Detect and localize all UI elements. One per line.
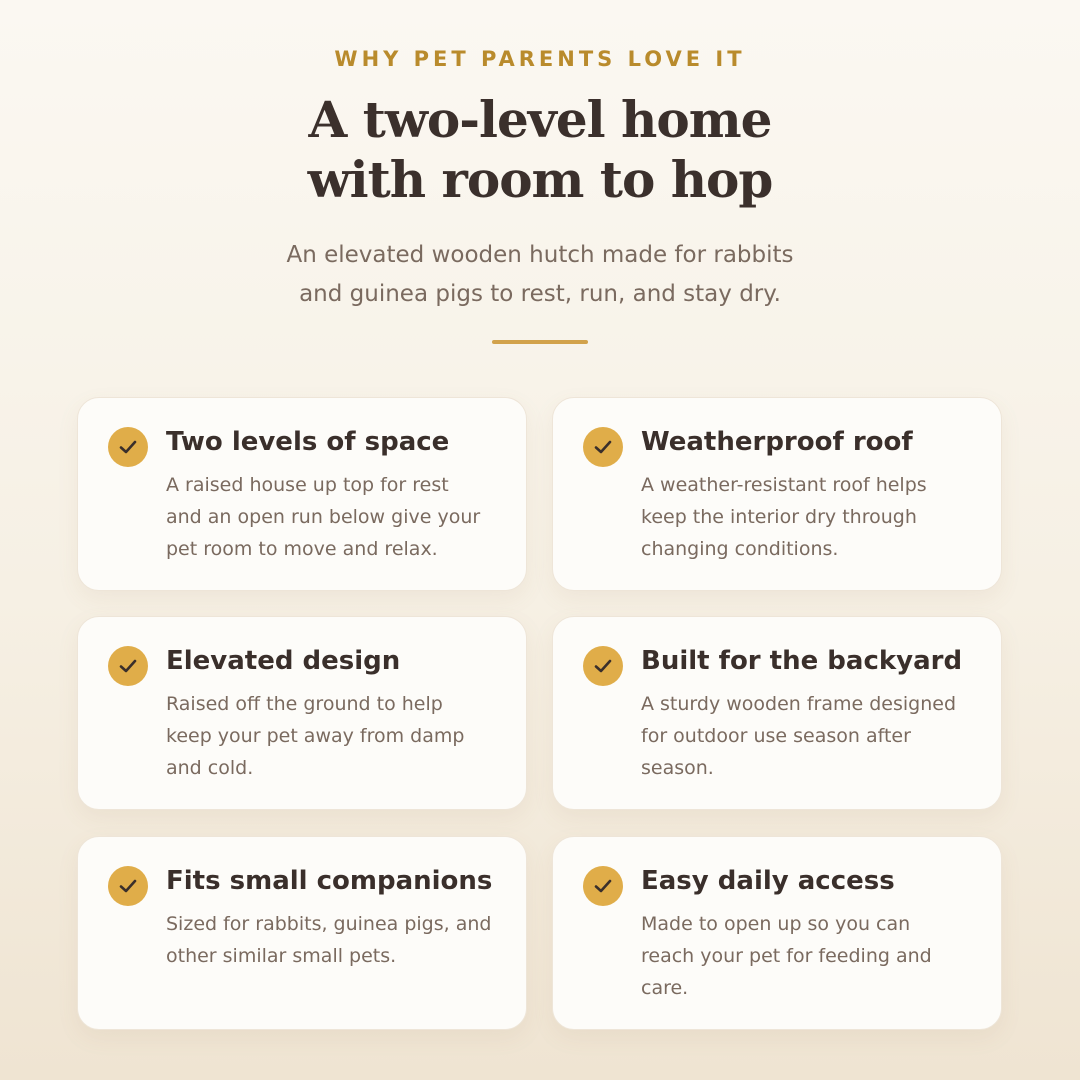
feature-description (166, 688, 511, 784)
check-icon (583, 646, 623, 686)
feature-description-line: changing conditions. (641, 538, 839, 560)
feature-description-line: and cold. (166, 757, 254, 779)
feature-card-elevated-design (77, 616, 527, 810)
feature-card-weatherproof-roof (552, 397, 1002, 591)
feature-title: Two levels of space (166, 427, 450, 457)
feature-card-easy-daily-access (552, 836, 1002, 1030)
check-icon (583, 866, 623, 906)
feature-description-line: keep the interior dry through (641, 506, 917, 528)
feature-title: Fits small companions (166, 866, 493, 896)
feature-description-line: reach your pet for feeding and (641, 945, 932, 967)
feature-description (166, 908, 511, 972)
feature-description-line: Raised off the ground to help (166, 693, 443, 715)
feature-description-line: A sturdy wooden frame designed (641, 693, 957, 715)
page-subtitle-line-2: and guinea pigs to rest, run, and stay dry. (299, 281, 781, 307)
divider (492, 340, 588, 344)
check-icon (583, 427, 623, 467)
feature-title: Built for the backyard (641, 646, 963, 676)
feature-title: Easy daily access (641, 866, 895, 896)
feature-description-line: A weather-resistant roof helps (641, 474, 927, 496)
check-icon (108, 427, 148, 467)
feature-description-line: keep your pet away from damp (166, 725, 465, 747)
feature-description-line: for outdoor use season after (641, 725, 911, 747)
feature-description (166, 469, 511, 565)
feature-description-line: season. (641, 757, 714, 779)
feature-description-line: and an open run below give your (166, 506, 481, 528)
page-title (0, 90, 1080, 210)
page-title-line-2: with room to hop (307, 150, 773, 209)
feature-description-line: Made to open up so you can (641, 913, 911, 935)
page-subtitle (240, 236, 840, 314)
check-icon (108, 866, 148, 906)
feature-card-fits-small-companions (77, 836, 527, 1030)
eyebrow-label: WHY PET PARENTS LOVE IT (334, 47, 746, 71)
feature-description (641, 908, 986, 1004)
feature-description-line: pet room to move and relax. (166, 538, 438, 560)
feature-title: Elevated design (166, 646, 401, 676)
feature-description-line: A raised house up top for rest (166, 474, 449, 496)
feature-description-line: Sized for rabbits, guinea pigs, and (166, 913, 492, 935)
page-title-line-1: A two-level home (308, 90, 772, 149)
feature-card-two-levels (77, 397, 527, 591)
feature-title: Weatherproof roof (641, 427, 913, 457)
page-subtitle-line-1: An elevated wooden hutch made for rabbits (286, 242, 794, 268)
feature-card-built-for-backyard (552, 616, 1002, 810)
feature-description-line: other similar small pets. (166, 945, 397, 967)
check-icon (108, 646, 148, 686)
feature-description (641, 469, 986, 565)
feature-description-line: care. (641, 977, 689, 999)
feature-description (641, 688, 986, 784)
